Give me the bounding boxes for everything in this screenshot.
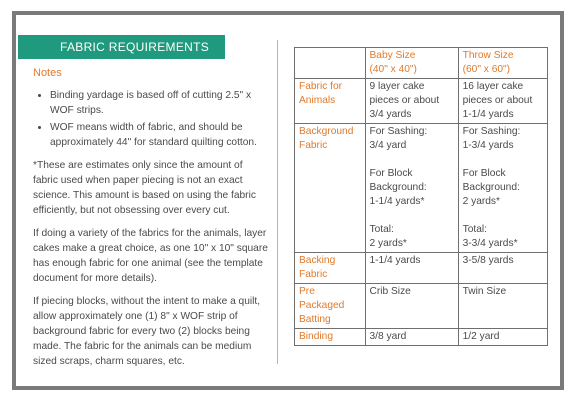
table-row (295, 124, 548, 253)
notes-bullet: • WOF means width of fabric, and should be approximately 44" for standard quilting cotton. (50, 120, 269, 150)
throw-cell (458, 124, 547, 253)
block-value: 1-1/4 yards* (369, 196, 425, 207)
notes-section (33, 66, 269, 377)
baby-cell: 3/8 yard (365, 329, 458, 346)
block-label: For Block Background: (369, 168, 427, 193)
block-value: 2 yards* (462, 196, 500, 207)
baby-cell: 1-1/4 yards (365, 253, 458, 284)
header-throw-text: Throw Size (60" x 60") (462, 50, 514, 75)
table-row (295, 329, 548, 346)
notes-paragraph: If doing a variety of the fabrics for the animals, layer cakes make a great choice, as one 10" x 10" square has enough fabric for one animal (see the template document for more details). (33, 228, 268, 284)
section-title: FABRIC REQUIREMENTS (18, 35, 225, 59)
baby-cell: 9 layer cake pieces or about 3/4 yards (365, 79, 458, 124)
table-header-row (295, 48, 548, 79)
total-label: Total: (369, 224, 394, 235)
notes-bullet: • Binding yardage is based off of cutting 2.5" x WOF strips. (50, 88, 269, 118)
sashing-label: For Sashing: (369, 126, 428, 137)
sashing-value: 1-3/4 yards (462, 140, 514, 151)
notes-bullet-list (33, 88, 269, 150)
block-label: For Block Background: (462, 168, 520, 193)
sashing-value: 3/4 yard (369, 140, 407, 151)
sashing-label: For Sashing: (462, 126, 521, 137)
notes-paragraph: *These are estimates only since the amount of fabric used when paper piecing is not an exact science. This amount is based on using the fabric efficiently, but not obsessing over every cut. (33, 160, 256, 216)
table-header-throw (458, 48, 547, 79)
row-label: Fabric for Animals (295, 79, 366, 124)
notes-heading: Notes (33, 67, 62, 79)
throw-cell: 3-5/8 yards (458, 253, 547, 284)
column-divider (277, 40, 278, 364)
row-label: Binding (295, 329, 366, 346)
row-label: Background Fabric (295, 124, 366, 253)
table-row (295, 284, 548, 329)
throw-cell: 16 layer cake pieces or about 1-1/4 yards (458, 79, 547, 124)
throw-cell: Twin Size (458, 284, 547, 329)
row-label: Pre Packaged Batting (295, 284, 366, 329)
header-baby-text: Baby Size (40" x 40") (369, 50, 417, 75)
baby-cell (365, 124, 458, 253)
baby-cell: Crib Size (365, 284, 458, 329)
table-row (295, 79, 548, 124)
fabric-requirements-table (294, 47, 548, 346)
table-header-baby (365, 48, 458, 79)
total-value: 3-3/4 yards* (462, 238, 518, 249)
table-row (295, 253, 548, 284)
notes-paragraph: If piecing blocks, without the intent to make a quilt, allow approximately one (1) 8" x WOF strip of background fabric for every two (2) blocks being made. The fabric for the animals can be medium sized scraps, charm squares, etc. (33, 296, 261, 367)
total-value: 2 yards* (369, 238, 407, 249)
throw-cell: 1/2 yard (458, 329, 547, 346)
row-label: Backing Fabric (295, 253, 366, 284)
total-label: Total: (462, 224, 487, 235)
table-header-cell (295, 48, 366, 79)
